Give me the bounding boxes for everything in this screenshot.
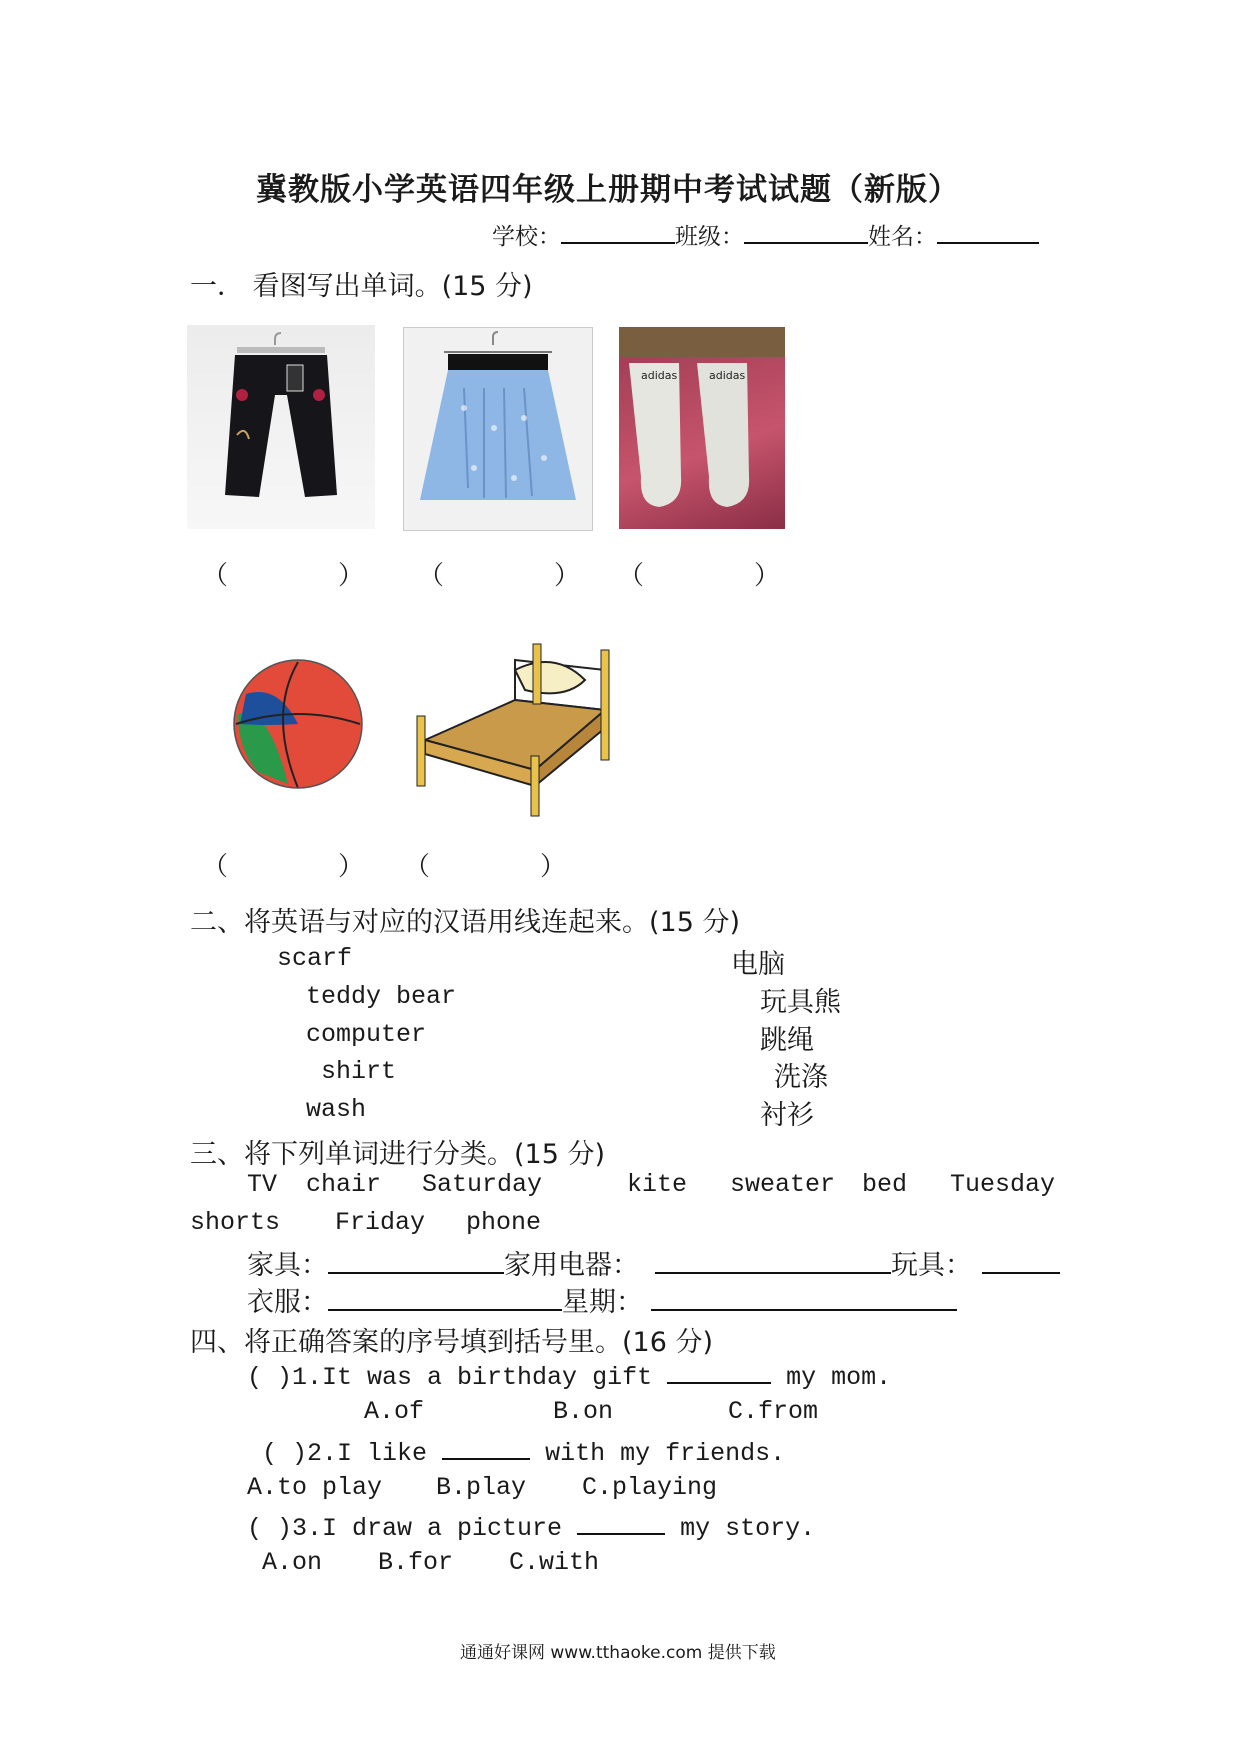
question-1-option-b: B.on (553, 1397, 614, 1426)
match-chinese-4: 洗涤 (774, 1062, 828, 1093)
category-row-2 (247, 1280, 957, 1319)
match-chinese-2: 玩具熊 (760, 987, 841, 1018)
question-1 (247, 1360, 891, 1392)
question-1-option-a: A.of (364, 1397, 425, 1426)
category-appliance-field[interactable] (655, 1250, 891, 1274)
category-toy-label: 玩具： (891, 1250, 972, 1281)
question-3-option-b: B.for (378, 1548, 454, 1577)
name-field[interactable] (937, 222, 1039, 244)
school-field[interactable] (561, 222, 675, 244)
question-3-blank (577, 1511, 665, 1535)
answer-blank-3[interactable]: （ ） (618, 562, 781, 592)
footer-credit: 通通好课网 www.tthaoke.com 提供下载 (460, 1643, 776, 1663)
match-chinese-3: 跳绳 (760, 1025, 814, 1056)
answer-blank-5[interactable]: （ ） (404, 853, 567, 883)
question-2-answer[interactable]: ( ) (262, 1439, 308, 1468)
name-label: 姓名： (868, 224, 937, 250)
word-saturday: Saturday (422, 1170, 543, 1199)
question-2-option-c: C.playing (582, 1473, 718, 1502)
word-chair: chair (306, 1170, 382, 1199)
svg-text:adidas: adidas (709, 369, 746, 382)
category-clothes-label: 衣服： (247, 1287, 328, 1318)
word-bed: bed (862, 1170, 908, 1199)
category-weekday-field[interactable] (651, 1287, 957, 1311)
class-label: 班级： (675, 224, 744, 250)
question-1-stem: 1.It was a birthday gift (292, 1363, 653, 1392)
skirt-icon (403, 327, 593, 531)
question-2-stem-end: with my friends. (545, 1439, 786, 1468)
question-1-answer[interactable]: ( ) (247, 1363, 293, 1392)
word-kite: kite (627, 1170, 688, 1199)
section3-heading: 三、将下列单词进行分类。(15 分) (190, 1139, 606, 1170)
category-clothes-field[interactable] (328, 1287, 562, 1311)
svg-text:adidas: adidas (641, 369, 678, 382)
answer-blank-4[interactable]: （ ） (202, 853, 365, 883)
match-english-2: teddy bear (306, 982, 457, 1011)
match-english-3: computer (306, 1020, 427, 1049)
question-1-stem-end: my mom. (786, 1363, 892, 1392)
page-title: 冀教版小学英语四年级上册期中考试试题（新版） (256, 172, 960, 208)
category-row-1 (247, 1243, 1060, 1282)
category-weekday-label: 星期： (562, 1287, 643, 1318)
question-2 (262, 1436, 785, 1468)
category-toy-field[interactable] (982, 1250, 1060, 1274)
category-furniture-label: 家具： (247, 1250, 328, 1281)
match-english-4: shirt (321, 1057, 397, 1086)
match-english-1: scarf (277, 944, 353, 973)
match-chinese-1: 电脑 (731, 949, 785, 980)
school-label: 学校： (492, 224, 561, 250)
section4-heading: 四、将正确答案的序号填到括号里。(16 分) (190, 1327, 714, 1358)
student-info (492, 218, 1039, 251)
word-tv: TV (247, 1170, 278, 1199)
category-appliance-label: 家用电器： (504, 1250, 639, 1281)
question-3-option-a: A.on (262, 1548, 323, 1577)
answer-blank-2[interactable]: （ ） (418, 562, 581, 592)
class-field[interactable] (744, 222, 868, 244)
bed-icon (405, 630, 627, 820)
question-2-option-a: A.to play (247, 1473, 383, 1502)
question-3-stem: 3.I draw a picture (292, 1514, 563, 1543)
category-furniture-field[interactable] (328, 1250, 504, 1274)
question-2-stem: 2.I like (307, 1439, 428, 1468)
word-shorts: shorts (190, 1208, 281, 1237)
question-3-stem-end: my story. (680, 1514, 816, 1543)
match-english-5: wash (306, 1095, 367, 1124)
word-friday: Friday (335, 1208, 426, 1237)
answer-blank-1[interactable]: （ ） (202, 562, 365, 592)
section2-heading: 二、将英语与对应的汉语用线连起来。(15 分) (190, 907, 741, 938)
question-2-option-b: B.play (436, 1473, 527, 1502)
question-3 (247, 1511, 815, 1543)
socks-icon (619, 327, 785, 529)
word-phone: phone (466, 1208, 542, 1237)
question-3-answer[interactable]: ( ) (247, 1514, 293, 1543)
pants-icon (187, 325, 375, 529)
ball-icon (228, 654, 368, 794)
question-1-option-c: C.from (728, 1397, 819, 1426)
word-sweater: sweater (730, 1170, 836, 1199)
question-3-option-c: C.with (509, 1548, 600, 1577)
section1-heading: 一． 看图写出单词。(15 分) (190, 271, 533, 302)
match-chinese-5: 衬衫 (760, 1100, 814, 1131)
word-tuesday: Tuesday (950, 1170, 1056, 1199)
question-2-blank (442, 1436, 530, 1460)
question-1-blank (667, 1360, 771, 1384)
